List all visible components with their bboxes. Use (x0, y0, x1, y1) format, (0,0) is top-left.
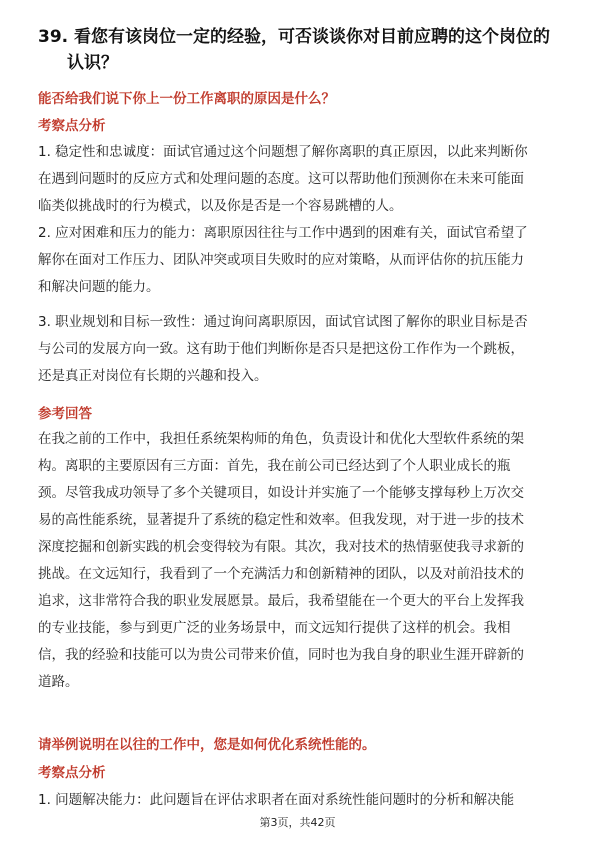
sub-question-2: 请举例说明在以往的工作中，您是如何优化系统性能的。 (38, 737, 376, 753)
question-title-line-1: 看您有该岗位一定的经验，可否谈谈你对目前应聘的这个岗位的 (74, 27, 551, 47)
section-label-reference-answer: 参考回答 (38, 406, 92, 422)
reference-answer (38, 426, 561, 696)
text-line: 解你在面对工作压力、团队冲突或项目失败时的应对策略，从而评估你的抗压能力 (38, 252, 524, 268)
text-line: 易的高性能系统，显著提升了系统的稳定性和效率。但我发现，对于进一步的技术 (38, 512, 524, 528)
question-title (38, 24, 563, 76)
analysis-point-3 (38, 309, 561, 390)
text-line: 还是真正对岗位有长期的兴趣和投入。 (38, 368, 268, 384)
section-label-analysis-2: 考察点分析 (38, 765, 106, 781)
text-line: 3. 职业规划和目标一致性：通过询问离职原因，面试官试图了解你的职业目标是否 (38, 314, 528, 330)
text-line: 在遇到问题时的反应方式和处理问题的态度。这可以帮助他们预测你在未来可能面 (38, 171, 524, 187)
text-line: 挑战。在文远知行，我看到了一个充满活力和创新精神的团队，以及对前沿技术的 (38, 566, 524, 582)
page-footer: 第3页，共42页 (259, 816, 336, 829)
text-line: 信，我的经验和技能可以为贵公司带来价值，同时也为我自身的职业生涯开辟新的 (38, 647, 524, 663)
text-line: 追求，这非常符合我的职业发展愿景。最后，我希望能在一个更大的平台上发挥我 (38, 593, 524, 609)
text-line: 构。离职的主要原因有三方面：首先，我在前公司已经达到了个人职业成长的瓶 (38, 458, 511, 474)
text-line: 颈。尽管我成功领导了多个关键项目，如设计并实施了一个能够支撑每秒上万次交 (38, 485, 524, 501)
text-line: 在我之前的工作中，我担任系统架构师的角色，负责设计和优化大型软件系统的架 (38, 431, 524, 447)
text-line: 深度挖掘和创新实践的机会变得较为有限。其次，我对技术的热情驱使我寻求新的 (38, 539, 524, 555)
analysis-point-1 (38, 139, 561, 220)
sub-question-1: 能否给我们说下你上一份工作离职的原因是什么？ (38, 91, 335, 107)
question-title-line-2: 认识？ (67, 53, 118, 73)
text-line: 临类似挑战时的行为模式，以及你是否是一个容易跳槽的人。 (38, 198, 403, 214)
text-line: 1. 稳定性和忠诚度：面试官通过这个问题想了解你离职的真正原因，以此来判断你 (38, 144, 528, 160)
text-line: 1. 问题解决能力：此问题旨在评估求职者在面对系统性能问题时的分析和解决能 (38, 792, 515, 808)
text-line: 2. 应对困难和压力的能力：离职原因往往与工作中遇到的困难有关，面试官希望了 (38, 225, 528, 241)
text-line: 的专业技能，参与到更广泛的业务场景中，而文远知行提供了这样的机会。我相 (38, 620, 511, 636)
analysis-point-next (38, 787, 561, 814)
text-line: 道路。 (38, 674, 79, 690)
text-line: 和解决问题的能力。 (38, 279, 160, 295)
section-label-analysis-1: 考察点分析 (38, 118, 106, 134)
question-number: 39. (38, 27, 69, 47)
analysis-point-2 (38, 220, 561, 301)
text-line: 与公司的发展方向一致。这有助于他们判断你是否只是把这份工作作为一个跳板， (38, 341, 524, 357)
